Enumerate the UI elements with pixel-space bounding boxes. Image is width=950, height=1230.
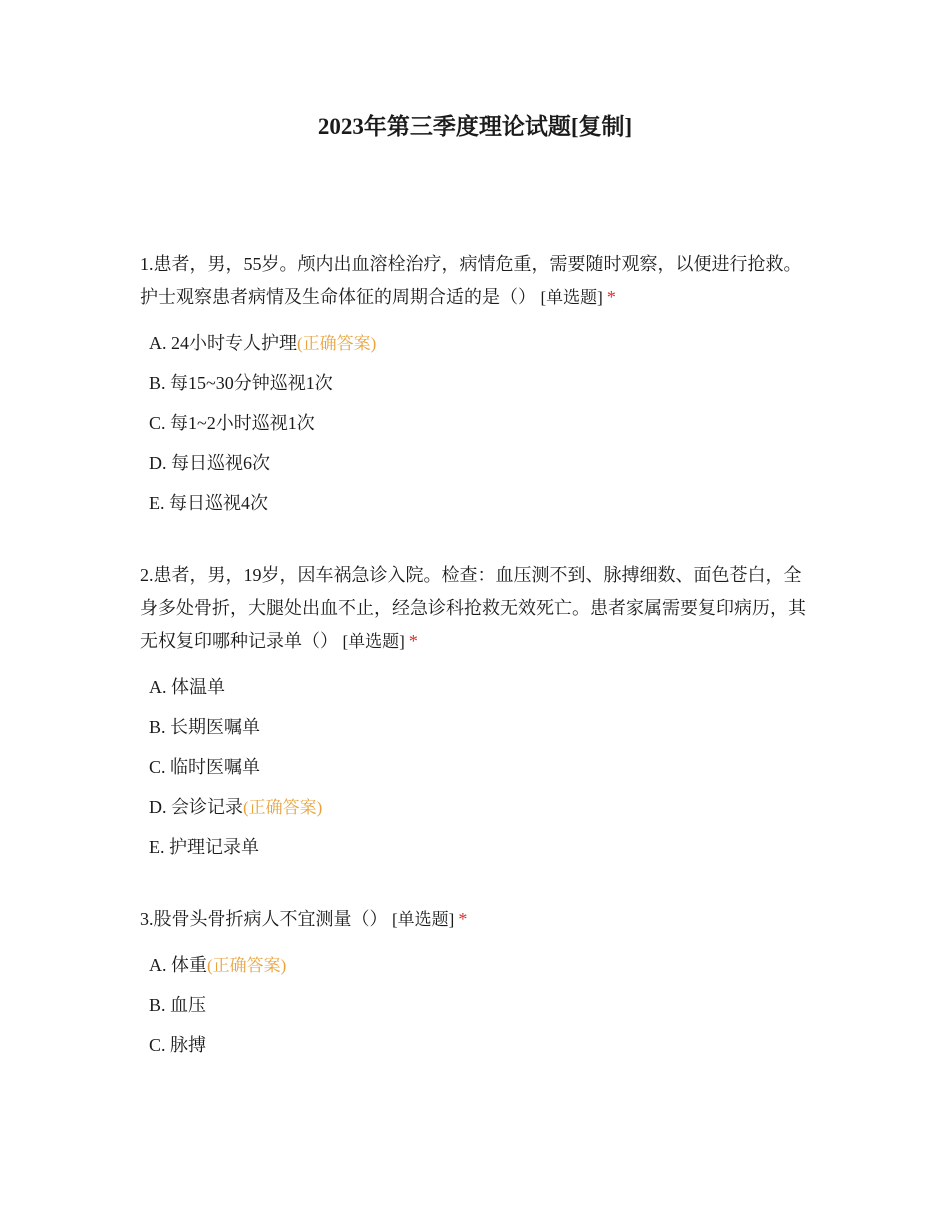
option-item[interactable] [149, 403, 810, 443]
question-stem [140, 248, 810, 314]
question-text: 3.股骨头骨折病人不宜测量（） [140, 909, 388, 929]
option-item[interactable] [149, 747, 810, 787]
option-text: E. 护理记录单 [149, 837, 259, 857]
correct-answer-label: (正确答案) [243, 798, 323, 817]
required-mark: * [408, 631, 418, 651]
option-text: C. 脉搏 [149, 1035, 207, 1055]
option-item[interactable] [149, 443, 810, 483]
option-item[interactable] [149, 323, 810, 363]
question-stem [140, 559, 810, 658]
question-text: 2.患者，男，19岁，因车祸急诊入院。检查：血压测不到、脉搏细数、面色苍白，全身多处骨折，大腿处出血不止，经急诊科抢救无效死亡。患者家属需要复印病历，其无权复印哪种记录单（） [140, 565, 806, 651]
question-text: 1.患者，男，55岁。颅内出血溶栓治疗，病情危重，需要随时观察，以便进行抢救。护士观察患者病情及生命体征的周期合适的是（） [140, 254, 802, 307]
correct-answer-label: (正确答案) [207, 956, 287, 975]
option-text: E. 每日巡视4次 [149, 493, 268, 513]
question-type-label: [单选题] [342, 632, 405, 651]
option-item[interactable] [149, 707, 810, 747]
required-mark: * [458, 909, 468, 929]
option-list [140, 945, 810, 1065]
option-text: B. 每15~30分钟巡视1次 [149, 373, 333, 393]
question-type-label: [单选题] [392, 910, 455, 929]
question-type-label: [单选题] [540, 288, 603, 307]
option-item[interactable] [149, 1025, 810, 1065]
option-item[interactable] [149, 985, 810, 1025]
option-text: A. 24小时专人护理 [149, 333, 297, 353]
option-list [140, 323, 810, 523]
option-text: A. 体重 [149, 955, 207, 975]
option-item[interactable] [149, 483, 810, 523]
question-item [140, 903, 810, 1065]
option-text: B. 血压 [149, 995, 207, 1015]
required-mark: * [606, 287, 616, 307]
option-text: D. 每日巡视6次 [149, 453, 270, 473]
option-item[interactable] [149, 787, 810, 827]
option-item[interactable] [149, 667, 810, 707]
option-list [140, 667, 810, 867]
question-stem [140, 903, 810, 936]
question-list [140, 248, 810, 1101]
option-text: D. 会诊记录 [149, 797, 243, 817]
correct-answer-label: (正确答案) [297, 334, 377, 353]
option-text: C. 临时医嘱单 [149, 757, 261, 777]
option-text: B. 长期医嘱单 [149, 717, 261, 737]
page-title: 2023年第三季度理论试题[复制] [317, 114, 633, 139]
option-item[interactable] [149, 363, 810, 403]
option-text: C. 每1~2小时巡视1次 [149, 413, 315, 433]
option-item[interactable] [149, 827, 810, 867]
option-item[interactable] [149, 945, 810, 985]
question-item [140, 248, 810, 523]
question-item [140, 559, 810, 867]
option-text: A. 体温单 [149, 677, 225, 697]
